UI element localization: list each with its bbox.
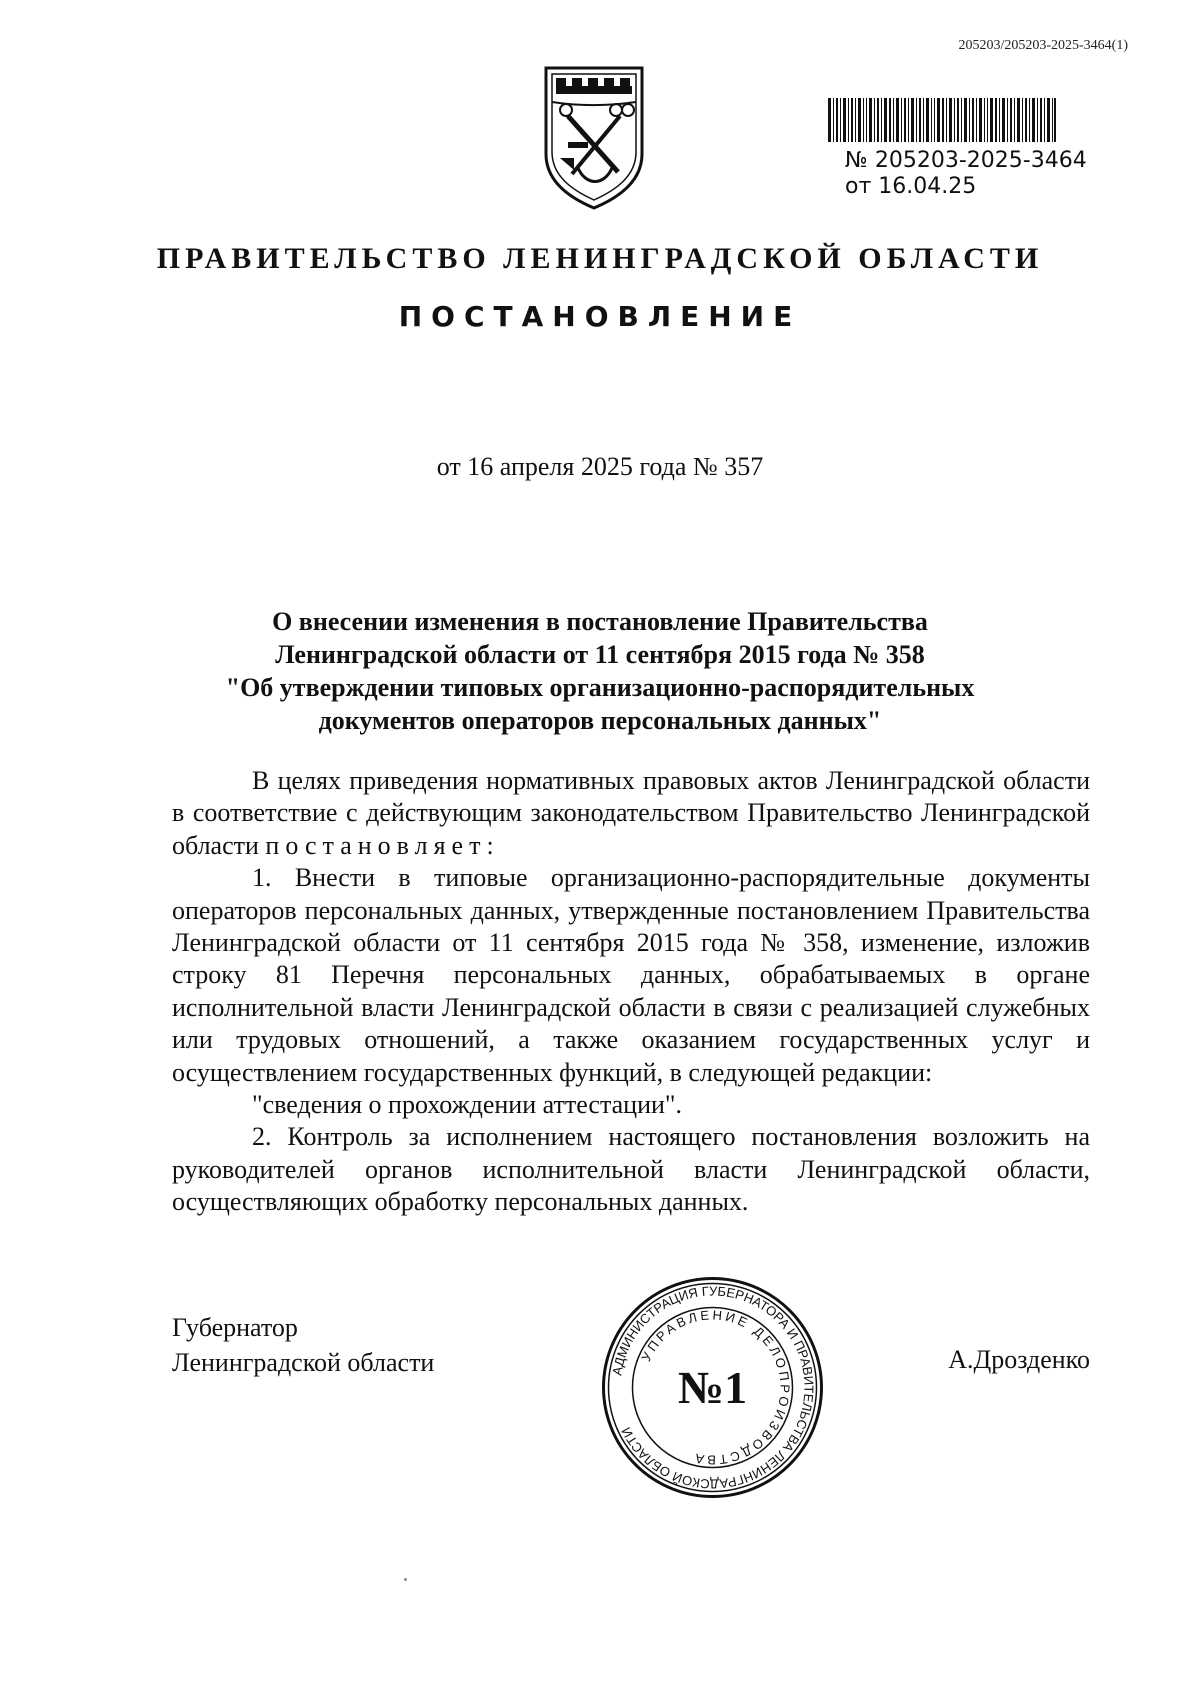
subject-line: документов операторов персональных данных"	[318, 706, 882, 735]
barcode-number: № 205203-2025-3464	[845, 148, 1087, 173]
signatory-position-line: Губернатор	[172, 1313, 298, 1342]
registration-number: 205203/205203-2025-3464(1)	[958, 38, 1128, 53]
seal-inner-text: УПРАВЛЕНИЕ ДЕЛОПРОИЗВОДСТВА	[638, 1307, 793, 1468]
item-1-paragraph: 1. Внести в типовые организационно-распорядительные документы операторов персональных данных, утвержденные постановлением Правительства Ленинградской области от 11 сентября 2015 года № 358, изменение, изложив строку 81 Перечня персональных данных, обрабатываемых в органе исполнительной власти Ленинградской области в связи с реализацией служебных или трудовых отношений, а также оказанием государственных услуг и осуществлением государственных функций, в следующей редакции:	[172, 863, 1090, 1087]
barcode	[828, 98, 1056, 142]
scan-speck	[404, 1578, 407, 1581]
preamble-paragraph	[172, 765, 1090, 862]
document-date-number: от 16 апреля 2025 года № 357	[436, 452, 764, 481]
signatory-position	[172, 1310, 434, 1380]
preamble-text: В целях приведения нормативных правовых актов Ленинградской области в соответствие с действующим законодательством Правительство Ленинградской области	[172, 766, 1090, 860]
document-body	[172, 765, 1090, 1219]
government-title: ПРАВИТЕЛЬСТВО ЛЕНИНГРАДСКОЙ ОБЛАСТИ	[156, 242, 1044, 275]
barcode-caption	[845, 148, 1087, 200]
item-2-paragraph: 2. Контроль за исполнением настоящего постановления возложить на руководителей органов исполнительной власти Ленинградской области, осуществляющих обработку персональных данных.	[172, 1122, 1090, 1217]
coat-of-arms-emblem	[538, 62, 650, 212]
document-type: ПОСТАНОВЛЕНИЕ	[398, 300, 802, 333]
subject-line: "Об утверждении типовых организационно-распорядительных	[225, 673, 975, 702]
seal-outer-text: АДМИНИСТРАЦИЯ ГУБЕРНАТОРА И ПРАВИТЕЛЬСТВА ЛЕНИНГРАДСКОЙ ОБЛАСТИ	[609, 1283, 817, 1492]
document-subject	[180, 605, 1020, 737]
subject-line: О внесении изменения в постановление Правительства	[272, 607, 928, 636]
decree-colon: :	[486, 830, 494, 860]
signatory-name: А.Дрозденко	[948, 1345, 1090, 1374]
seal-center-text: №1	[677, 1362, 748, 1413]
subject-line: Ленинградской области от 11 сентября 2015 года № 358	[275, 640, 925, 669]
barcode-date: от 16.04.25	[845, 174, 977, 199]
signatory-position-line: Ленинградской области	[172, 1348, 435, 1377]
decree-word: постановляет	[265, 830, 487, 860]
official-seal	[600, 1275, 825, 1500]
item-1-quote: "сведения о прохождении аттестации".	[252, 1090, 683, 1120]
